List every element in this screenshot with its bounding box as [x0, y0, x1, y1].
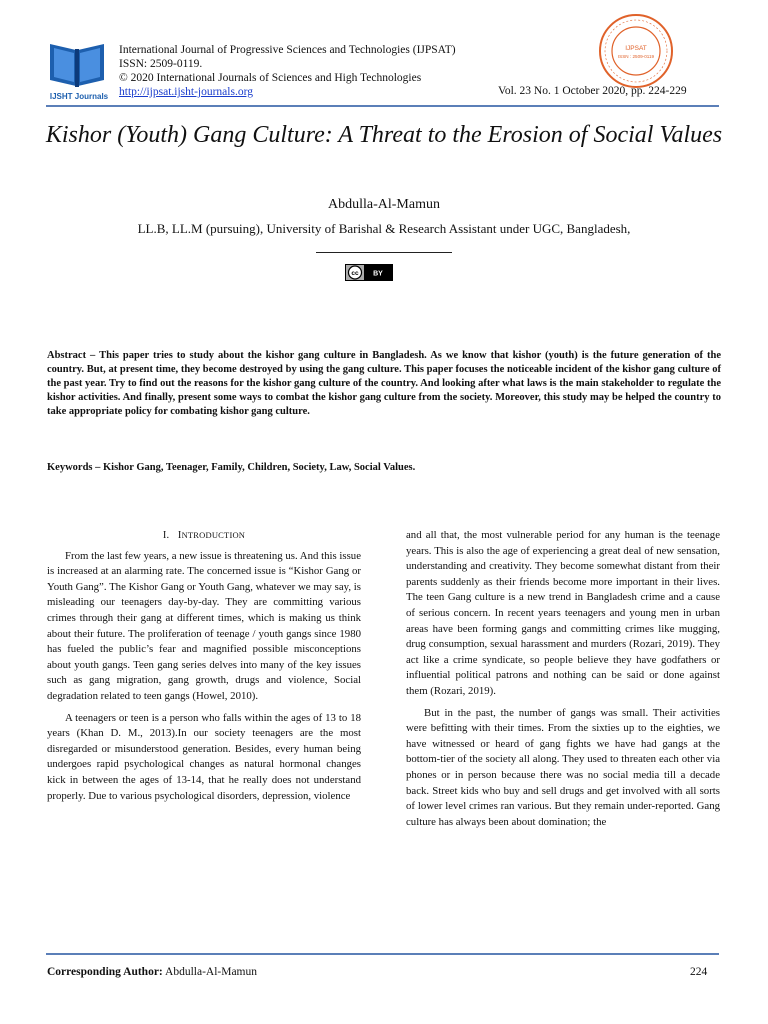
- paragraph: From the last few years, a new issue is threatening us. And this issue is increased at an alarming rate. The concerned issue is “Kishor Gang or Youth Gang”. The Kishor Gang or Youth Gang, whatever we may say, is misleading our teenagers day-by-day. They are committing various crimes through their gang at different times, which is making us think about their future. The proliferation of teenage / youth gangs since 1980 has fueled the public’s fear and magnified possible misconceptions about youth gangs. Teen gang series delves into many of the key issues such as gang migration, gang growth, drugs and violence, Social degradation related to teen gangs (Howel, 2010).: [47, 549, 361, 702]
- page-number: 224: [690, 966, 708, 978]
- journal-seal-icon: [597, 12, 675, 90]
- header-divider: [46, 105, 719, 107]
- logo-text: IJSHT Journals: [49, 92, 109, 101]
- by-label: BY: [373, 270, 383, 278]
- author-name: Abdulla-Al-Mamun: [328, 197, 440, 212]
- cc-label: cc: [351, 270, 359, 277]
- keywords: Keywords – Kishor Gang, Teenager, Family, Children, Society, Law, Social Values.: [47, 462, 416, 473]
- section-title-rest: NTRODUCTION: [181, 530, 246, 540]
- cc-by-license-icon[interactable]: [345, 264, 393, 281]
- journal-name: International Journal of Progressive Sciences and Technologies (IJPSAT): [119, 44, 456, 56]
- paragraph: A teenagers or teen is a person who falls within the ages of 13 to 18 years (Khan D. M., 2013).In our society teenagers are the most disregarded or misunderstood generation. Besides, every human being undergoes rapid psychological changes as natural hormonal changes kick in between the ages of 13-14, that he really does not understand properly. Due to various psychological disorders, depression, violence: [47, 711, 361, 802]
- footer-divider: [46, 953, 719, 955]
- journal-issn: ISSN: 2509-0119.: [119, 58, 203, 70]
- title-divider: [316, 252, 452, 253]
- paragraph: and all that, the most vulnerable period for any human is the teenage years. This is also the age of experiencing a great deal of new sensation, understanding and creativity. They become somewhat distant from their parents suddenly as their friends become more important in their lives. The teen Gang culture is a new trend in Bangladesh crime and a cause of serious concern. In recent years teenagers and young men in urban areas have been forming gangs and committing crimes like mugging, drug consumption, sexual harassment and murders (Rozari, 2019). They act like a crime syndicate, so people believe they have godfathers or influential political patrons and nothing can be said or done against them (Rozari, 2019).: [406, 529, 720, 697]
- journal-url-link[interactable]: http://ijpsat.ijsht-journals.org: [119, 86, 253, 98]
- ijsht-journals-logo: [44, 36, 114, 104]
- paragraph: But in the past, the number of gangs was small. Their activities were befitting with their times. From the sixties up to the eighties, we have witnessed or heard of gang fights we have had gangs at the bottom-tier of the society all along. They used to threaten each other via phones or in person because there was no social media till a decade back. Street kids who buy and sell drugs and get involved with all sorts of lower level crimes ran various. But they remain under-reported. Gang culture has always been about domination; the: [406, 706, 720, 828]
- volume-info: Vol. 23 No. 1 October 2020, pp. 224-229: [498, 85, 687, 97]
- author-affiliation: LL.B, LL.M (pursuing), University of Barishal & Research Assistant under UGC, Bangladesh,: [137, 221, 631, 236]
- right-column: [406, 528, 720, 830]
- seal-text: IJPSAT: [625, 45, 647, 52]
- corresponding-author: [47, 966, 257, 978]
- section-number: I.: [162, 530, 170, 541]
- corresponding-author-label: Corresponding Author:: [47, 966, 163, 978]
- seal-issn: ISSN : 2509-0119: [617, 54, 655, 59]
- left-column: [47, 528, 361, 804]
- abstract: Abstract – This paper tries to study about the kishor gang culture in Bangladesh. As we know that kishor (youth) is the future generation of the country. But, at present time, they become destroyed by using the gang culture. This paper focuses the noticeable incident of the kishor gang culture of the past year. Try to find out the reasons for the kishor gang culture of the country. And looking after what laws is the main stakeholder to regulate the kishor activities. And finally, present some ways to combat the kishor gang culture from the society. Moreover, this study may be helped the country to take appropriate policy for combating kishor gang culture.: [47, 350, 721, 417]
- copyright-line: © 2020 International Journals of Sciences and High Technologies: [119, 72, 422, 84]
- section-title-initial: I: [177, 530, 182, 541]
- paper-title: Kishor (Youth) Gang Culture: A Threat to the Erosion of Social Values: [45, 122, 723, 148]
- section-heading: [47, 528, 361, 544]
- corresponding-author-name: Abdulla-Al-Mamun: [165, 966, 257, 978]
